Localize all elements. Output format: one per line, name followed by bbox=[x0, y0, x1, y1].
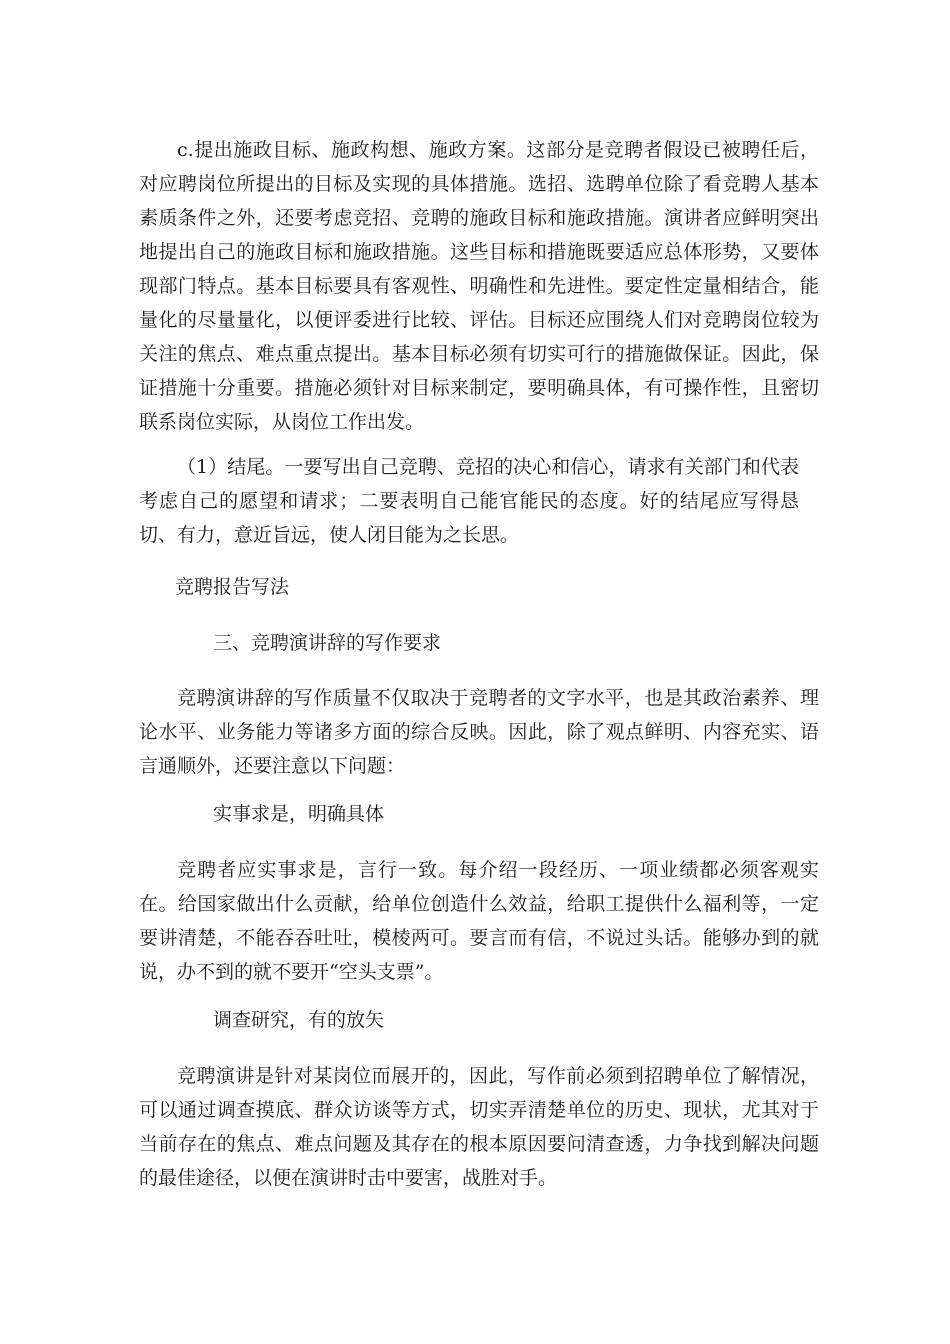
heading-report-writing: 竞聘报告写法 bbox=[175, 576, 290, 598]
paragraph-ending: （1）结尾。一要写出自己竞聘、竞招的决心和信心，请求有关部门和代表考虑自己的愿望和请求；二要表明自己能官能民的态度。好的结尾应写得恳切、有力，意近旨远，使人闭目能为之长思。 bbox=[139, 456, 799, 546]
paragraph-goals: c.提出施政目标、施政构想、施政方案。这部分是竞聘者假设已被聘任后，对应聘岗位所提出的目标及实现的具体措施。选招、选聘单位除了看竞聘人基本素质条件之外，还要考虑竞招、竞聘的施政目标和施政措施。演讲者应鲜明突出地提出自己的施政目标和施政措施。这些目标和措施既要适应总体形势，又要体现部门特点。基本目标要具有客观性、明确性和先进性。要定性定量相结合，能量化的尽量量化，以便评委进行比较、评估。目标还应围绕人们对竞聘岗位较为关注的焦点、难点重点提出。基本目标必须有切实可行的措施做保证。因此，保证措施十分重要。措施必须针对目标来制定，要明确具体，有可操作性，且密切联系岗位实际，从岗位工作出发。 bbox=[139, 139, 819, 433]
heading-research: 调查研究，有的放矢 bbox=[213, 1009, 385, 1031]
paragraph-research: 竞聘演讲是针对某岗位而展开的，因此，写作前必须到招聘单位了解情况，可以通过调查摸底、群众访谈等方式，切实弄清楚单位的历史、现状，尤其对于当前存在的焦点、难点问题及其存在的根本原因要问清查透，力争找到解决问题的最佳途径，以便在演讲时击中要害，战胜对手。 bbox=[139, 1065, 819, 1189]
heading-section-three: 三、竞聘演讲辞的写作要求 bbox=[213, 632, 442, 654]
heading-truthful: 实事求是，明确具体 bbox=[213, 803, 385, 825]
paragraph-truthful: 竞聘者应实事求是，言行一致。每介绍一段经历、一项业绩都必须客观实在。给国家做出什么贡献，给单位创造什么效益，给职工提供什么福利等，一定要讲清楚，不能吞吞吐吐，模棱两可。要言而有信，不说过头话。能够办到的就说，办不到的就不要开“空头支票”。 bbox=[139, 859, 819, 983]
paragraph-quality: 竞聘演讲辞的写作质量不仅取决于竞聘者的文字水平，也是其政治素养、理论水平、业务能力等诸多方面的综合反映。因此，除了观点鲜明、内容充实、语言通顺外，还要注意以下问题： bbox=[139, 687, 819, 777]
